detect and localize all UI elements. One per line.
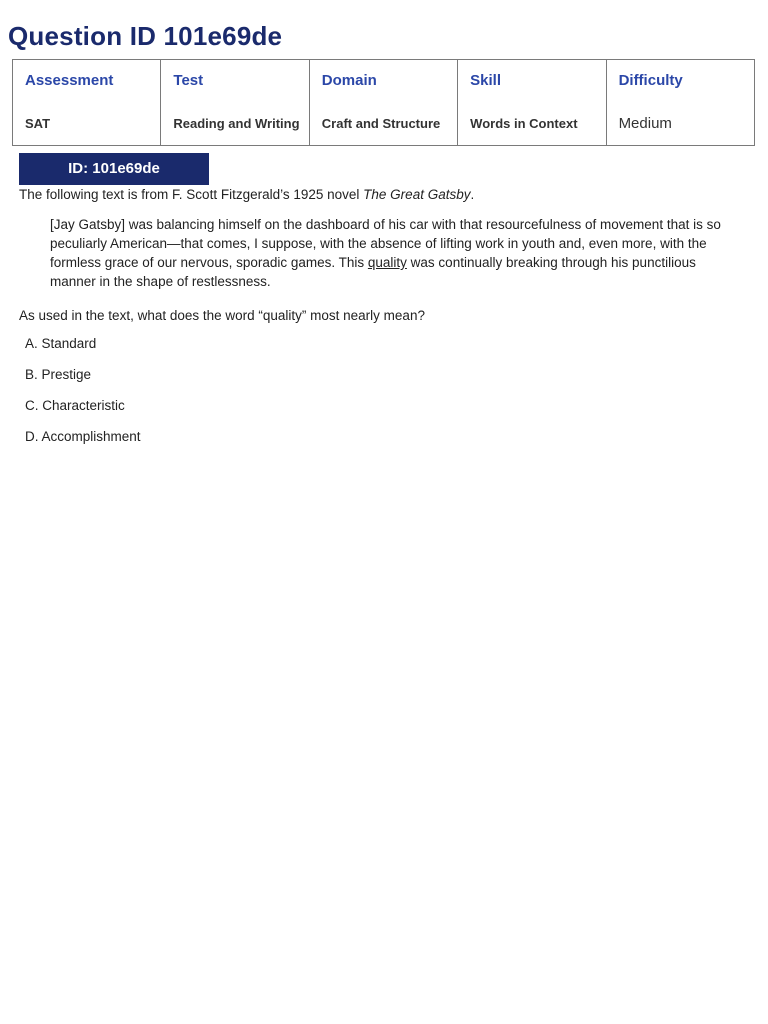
answer-choices xyxy=(25,334,141,458)
question-metadata-table xyxy=(12,59,755,146)
intro-end: . xyxy=(470,187,475,202)
assessment-header: Assessment xyxy=(13,60,161,102)
difficulty-header: Difficulty xyxy=(606,60,754,102)
domain-header: Domain xyxy=(309,60,457,102)
novel-title: The Great Gatsby xyxy=(363,187,471,202)
page-title: Question ID 101e69de xyxy=(8,21,283,51)
choice-c[interactable]: C. Characteristic xyxy=(25,398,125,413)
passage-text xyxy=(50,215,735,291)
passage-end: was continually breaking through his punctilious manner in the shape of restlessness. xyxy=(50,255,696,289)
choice-b[interactable]: B. Prestige xyxy=(25,367,92,382)
question-stem: As used in the text, what does the word “quality” most nearly mean? xyxy=(19,308,425,323)
choice-d[interactable]: D. Accomplishment xyxy=(25,429,141,444)
difficulty-value: Medium xyxy=(606,102,754,146)
skill-value: Words in Context xyxy=(458,102,606,146)
metadata-value-row xyxy=(13,102,755,146)
passage-intro xyxy=(19,185,749,204)
intro-text: The following text is from F. Scott Fitzgerald’s 1925 novel xyxy=(19,187,364,202)
question-id-banner: ID: 101e69de xyxy=(19,153,209,185)
domain-value: Craft and Structure xyxy=(309,102,457,146)
target-word: quality xyxy=(367,255,407,270)
skill-header: Skill xyxy=(458,60,606,102)
choice-a[interactable]: A. Standard xyxy=(25,336,97,351)
test-header: Test xyxy=(161,60,309,102)
metadata-header-row xyxy=(13,60,755,102)
assessment-value: SAT xyxy=(13,102,161,146)
test-value: Reading and Writing xyxy=(161,102,309,146)
passage-start: [Jay Gatsby] was balancing himself on the dashboard of his car with that resourcefulness of movement that is so peculiarly American—that comes, I suppose, with the absence of lifting work in youth and, even more, with the formless grace of our nervous, sporadic games. This xyxy=(50,217,721,270)
